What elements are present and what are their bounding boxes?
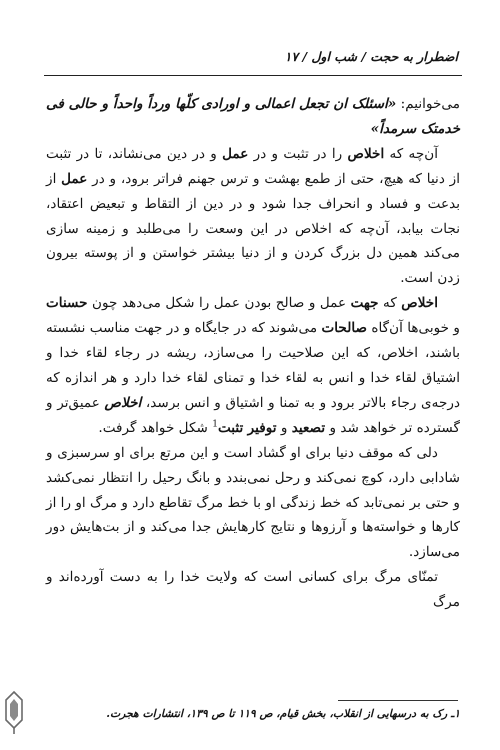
paragraph-5: تمنّای مرگ برای کسانی است که ولایت خدا را به دست آورده‌اند و مرگ (46, 569, 460, 611)
text-run: عمل و صالح بودن عمل را شکل می‌دهد چون (87, 295, 351, 312)
text-run: از بدعت و فساد و انحراف جدا شود و در دین از التقاط و تبعیض اعتقاد، نجات بیابد، آن‌چه که اخلاص در این وسعت را می‌طلبد و زمینه سازی می‌کند همین دل بزرگ کردن و از دنیا بیشتر خواستن و از پوسته بیرون زدن است. (46, 170, 460, 287)
emphasis-term: عمل (222, 145, 249, 162)
emphasis-term: توفیر (247, 419, 277, 436)
emphasis-term: عمل (61, 170, 88, 187)
footnote-divider (338, 700, 458, 701)
text-run: عمیق‌تر و گسترده تر خواهد شد و (46, 394, 460, 436)
paragraph-3 (46, 291, 460, 440)
text-run: و خوبی‌ها آن‌گاه (367, 320, 460, 337)
emphasis-term: صالحات (321, 320, 368, 337)
text-run: شکل خواهد گرفت. (98, 419, 213, 436)
emphasis-term: اخلاص (401, 295, 438, 312)
paragraph-1-lead: می‌خوانیم: (396, 96, 460, 112)
running-header: اضطرار به حجت / شب اول / ۱۷ (284, 49, 458, 64)
supplication-quote: «اسئلک ان تجعل اعمالی و اورادی کلّها ورداً واحداً و حالی فی خدمتک سرمداً» (46, 96, 460, 137)
emphasis-term: اخلاص (104, 394, 142, 411)
text-run: می‌شوند که در جایگاه و در جهت مناسب نشسته باشند، اخلاص، که این صلاحیت را می‌سازد، ریشه در رجاء لقاء خدا و اشتیاق لقاء خدا و انس به لقاء خدا و تمنای لقاء خدا دارد و هر اندازه که درجه‌ی رجاء بالاتر برود و به تمنا و اشتیاق و انس برسد، (46, 320, 460, 411)
emphasis-term: جهت (350, 295, 379, 312)
paragraph-4: دلی که موقف دنیا برای او گشاد است و این مرتع برای او سرسبزی و شادابی دارد، کوچ نمی‌کند و رحل نمی‌بندد و بانگ رحیل را انتظار نمی‌کشد و حتی بر نمی‌تابد که خط زندگی او با خط مرگ تقاطع دارد و مرگ او را از کارها و خواسته‌ها و آرزوها و نتایج کارهایش جدا می‌کند و از بت‌هایش دور می‌سازد. (46, 444, 460, 561)
emphasis-term: تثبت (217, 419, 244, 436)
text-run: را در تثبت و در (248, 145, 348, 162)
publisher-logo-icon (2, 690, 26, 736)
paragraph-2 (46, 142, 460, 291)
body-text (46, 92, 460, 615)
text-run: آن‌چه که (384, 145, 439, 162)
footnote: ۱ـ رک به درسهایی از انقلاب، بخش قیام، ص ۱۱۹ تا ص ۱۳۹، انتشارات هجرت. (106, 707, 460, 720)
emphasis-term: تصعید (291, 419, 326, 436)
text-run: که (378, 295, 402, 312)
paragraph-1 (46, 92, 460, 142)
emphasis-term: اخلاص (347, 145, 385, 162)
header-divider (44, 75, 462, 76)
emphasis-term: حسنات (46, 295, 88, 312)
text-run: و در دین می‌نشاند، تا در تثبت از دنیا که هیچ، حتی از طمع بهشت و ترس جهنم فراتر برود، و در (46, 145, 460, 187)
footnote-marker[interactable]: 1 (212, 419, 218, 430)
text-run: و (276, 419, 292, 436)
